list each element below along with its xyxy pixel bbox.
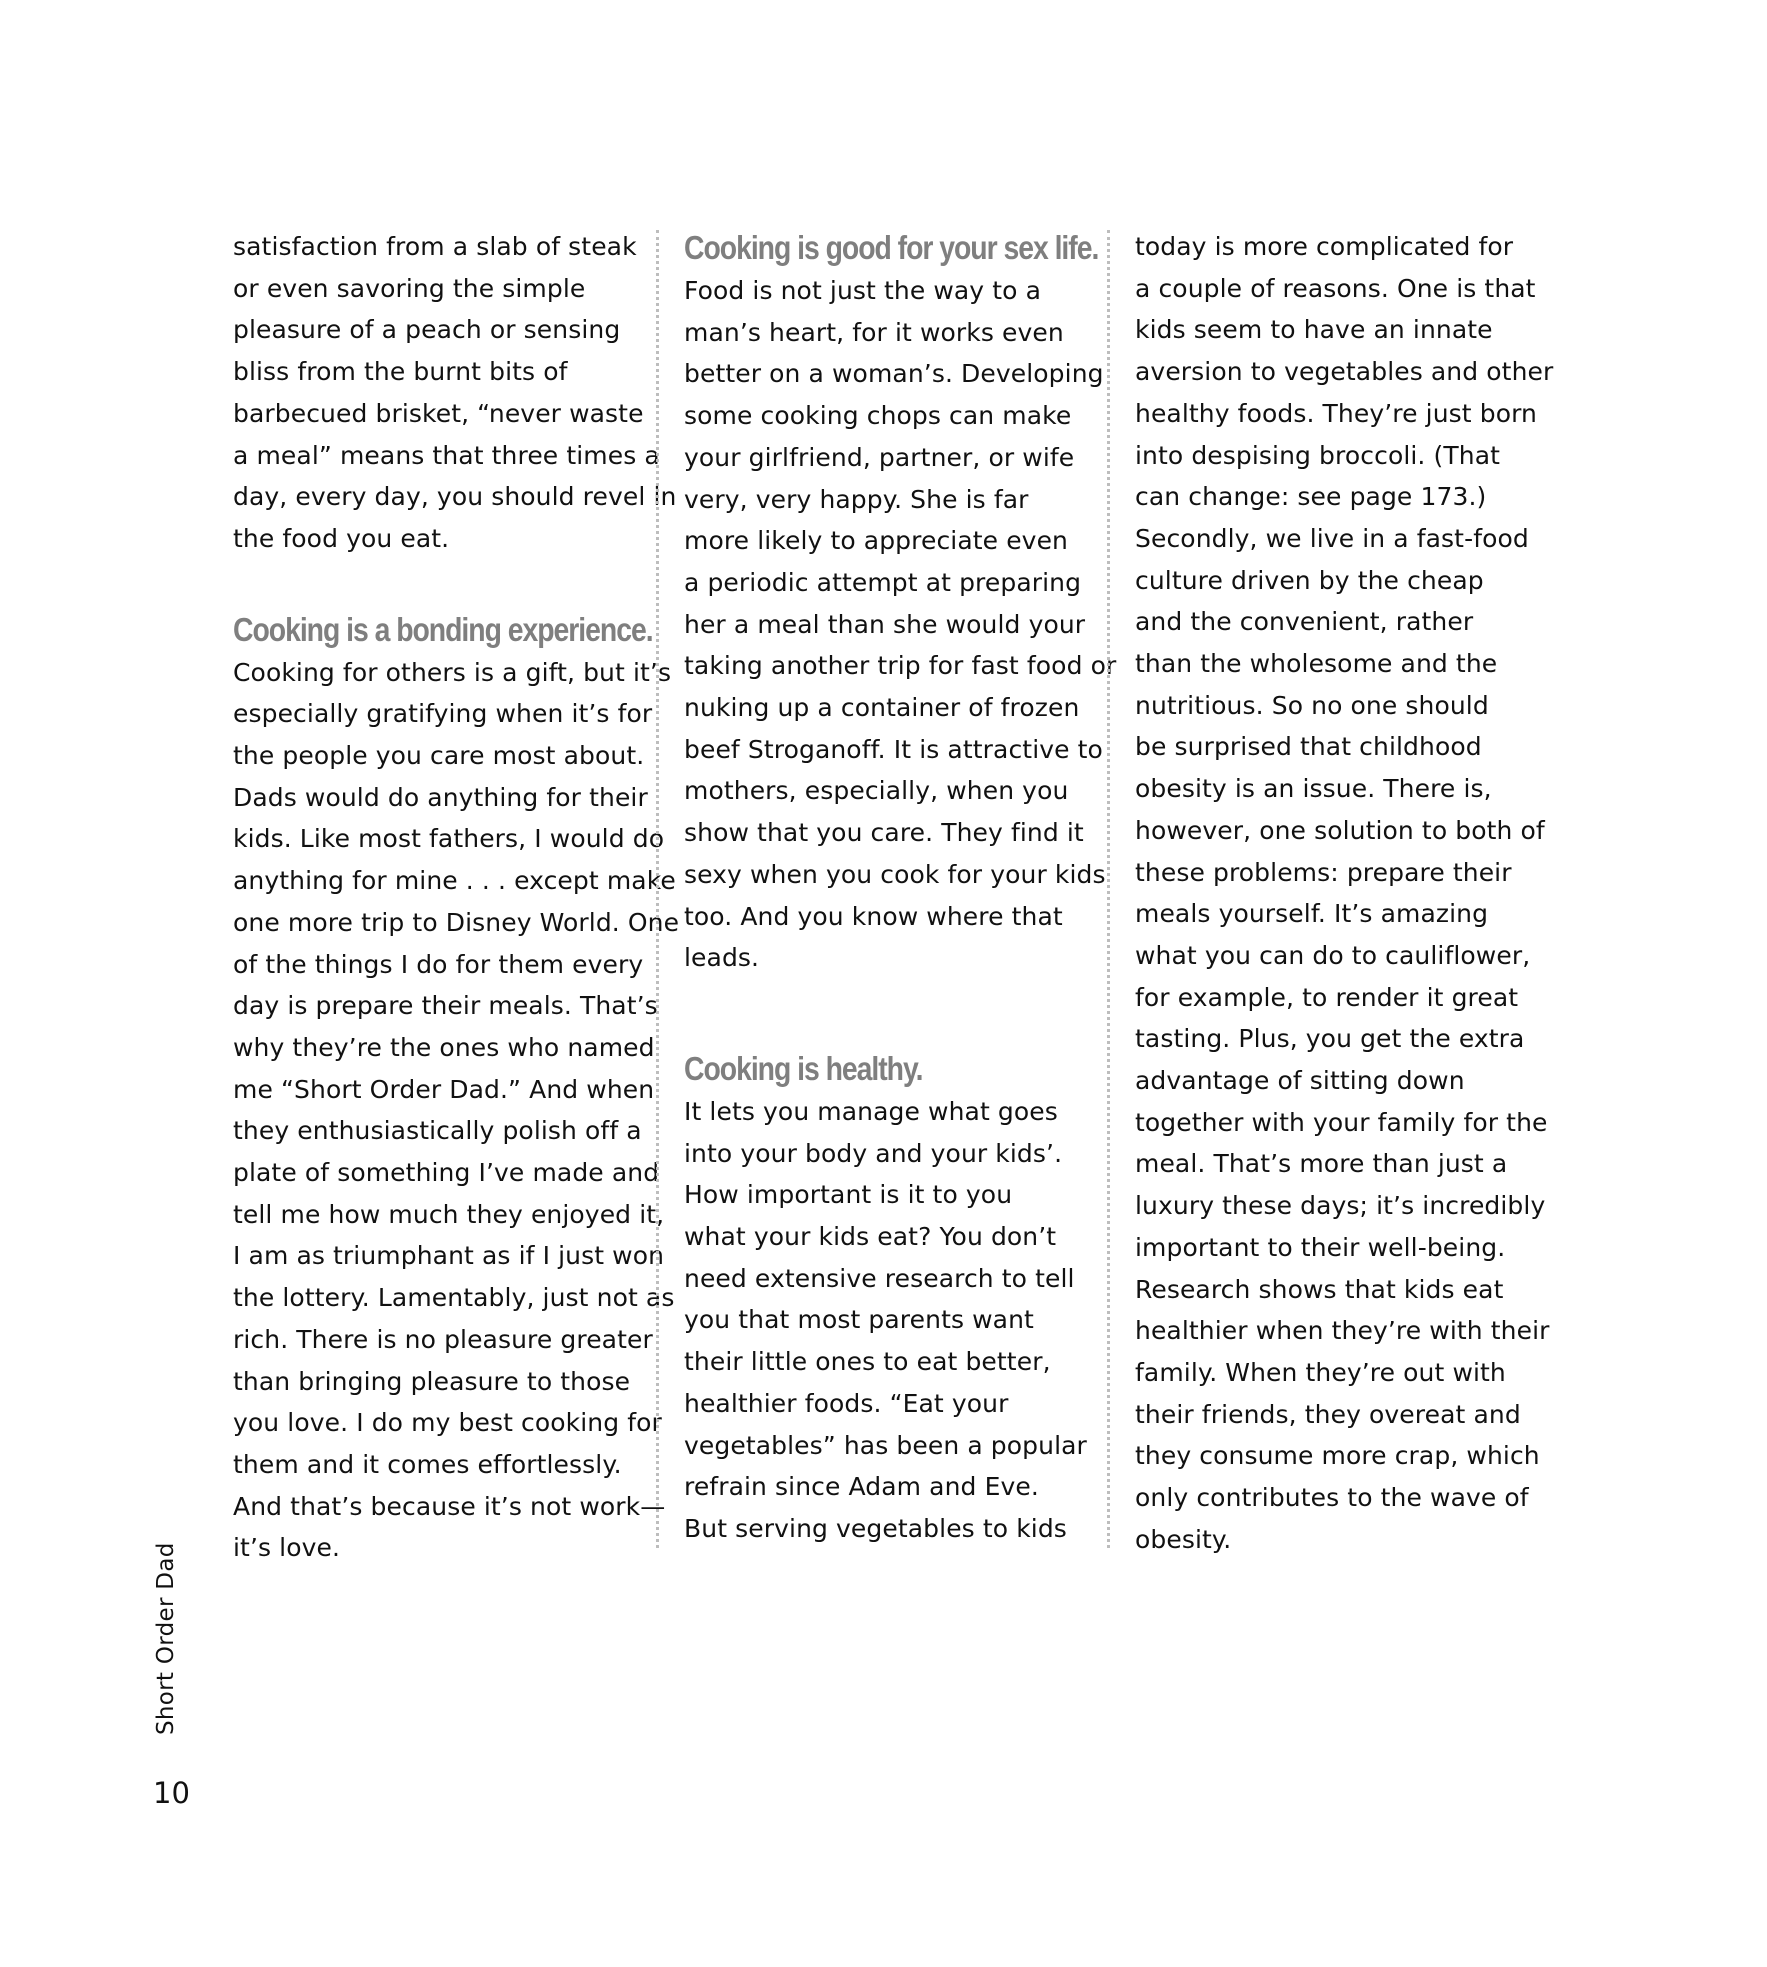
column-divider xyxy=(656,230,659,1548)
text-line: important to their well-being. xyxy=(1135,1232,1506,1262)
text-line: I am as triumphant as if I just won xyxy=(233,1241,665,1271)
text-line: what your kids eat? You don’t xyxy=(684,1222,1057,1252)
text-line: Dads would do anything for their xyxy=(233,782,648,812)
text-line: of the things I do for them every xyxy=(233,949,644,979)
text-line: me “Short Order Dad.” And when xyxy=(233,1074,655,1104)
column-3 xyxy=(1135,226,1554,1561)
text-line: It lets you manage what goes xyxy=(684,1096,1058,1126)
text-line: culture driven by the cheap xyxy=(1135,565,1484,595)
text-line: especially gratifying when it’s for xyxy=(233,699,653,729)
text-line: kids seem to have an innate xyxy=(1135,315,1493,345)
text-line: or even savoring the simple xyxy=(233,273,586,303)
text-line: How important is it to you xyxy=(684,1180,1013,1210)
text-line: her a meal than she would your xyxy=(684,609,1086,639)
text-line: than bringing pleasure to those xyxy=(233,1366,631,1396)
text-line: aversion to vegetables and other xyxy=(1135,357,1554,387)
text-line: nutritious. So no one should xyxy=(1135,690,1489,720)
section-heading-healthy: Cooking is healthy. xyxy=(684,1049,923,1087)
text-line: them and it comes effortlessly. xyxy=(233,1449,622,1479)
text-line: Research shows that kids eat xyxy=(1135,1274,1504,1304)
text-line: family. When they’re out with xyxy=(1135,1357,1506,1387)
text-line: day is prepare their meals. That’s xyxy=(233,991,658,1021)
text-line: than the wholesome and the xyxy=(1135,649,1498,679)
text-line: need extensive research to tell xyxy=(684,1263,1075,1293)
text-line: obesity is an issue. There is, xyxy=(1135,774,1492,804)
text-line: for example, to render it great xyxy=(1135,982,1519,1012)
section-heading-bonding: Cooking is a bonding experience. xyxy=(233,610,653,648)
text-line: the people you care most about. xyxy=(233,741,645,771)
text-line: can change: see page 173.) xyxy=(1135,482,1487,512)
text-line: satisfaction from a slab of steak xyxy=(233,232,637,261)
text-line: pleasure of a peach or sensing xyxy=(233,315,621,345)
continued-paragraph xyxy=(1135,226,1554,1561)
text-line: Secondly, we live in a fast-food xyxy=(1135,523,1529,553)
text-line: healthy foods. They’re just born xyxy=(1135,398,1537,428)
text-line: plate of something I’ve made and xyxy=(233,1158,660,1188)
text-line: more likely to appreciate even xyxy=(684,526,1069,556)
text-line: tasting. Plus, you get the extra xyxy=(1135,1024,1525,1054)
text-line: you that most parents want xyxy=(684,1305,1034,1335)
text-line: one more trip to Disney World. One xyxy=(233,907,680,937)
text-line: vegetables” has been a popular xyxy=(684,1430,1087,1460)
text-line: bliss from the burnt bits of xyxy=(233,357,568,387)
text-line: Food is not just the way to a xyxy=(684,276,1042,305)
text-line: anything for mine . . . except make xyxy=(233,866,676,896)
text-line: sexy when you cook for your kids xyxy=(684,859,1106,889)
text-line: a couple of reasons. One is that xyxy=(1135,273,1536,303)
text-line: into your body and your kids’. xyxy=(684,1138,1063,1168)
text-line: they enthusiastically polish off a xyxy=(233,1116,642,1146)
healthy-paragraph xyxy=(684,1091,1088,1550)
text-line: a periodic attempt at preparing xyxy=(684,567,1082,597)
text-line: tell me how much they enjoyed it, xyxy=(233,1199,665,1229)
text-line: your girlfriend, partner, or wife xyxy=(684,442,1075,472)
text-line: the lottery. Lamentably, just not as xyxy=(233,1283,675,1313)
text-line: kids. Like most fathers, I would do xyxy=(233,824,665,854)
text-line: But serving vegetables to kids xyxy=(684,1513,1067,1543)
sex-life-paragraph xyxy=(684,270,1117,979)
text-line: it’s love. xyxy=(233,1533,341,1563)
column-1 xyxy=(233,226,680,1569)
text-line: Cooking for others is a gift, but it’s xyxy=(233,657,672,687)
text-line: too. And you know where that xyxy=(684,901,1063,931)
column-2 xyxy=(684,226,1117,1550)
text-line: they consume more crap, which xyxy=(1135,1441,1540,1471)
text-line: meal. That’s more than just a xyxy=(1135,1149,1508,1179)
text-line: refrain since Adam and Eve. xyxy=(684,1472,1039,1502)
bonding-paragraph xyxy=(233,652,680,1569)
intro-paragraph xyxy=(233,226,677,560)
text-line: today is more complicated for xyxy=(1135,232,1514,261)
column-divider xyxy=(1107,230,1110,1548)
text-line: rich. There is no pleasure greater xyxy=(233,1324,653,1354)
text-line: obesity. xyxy=(1135,1524,1232,1554)
text-line: into despising broccoli. (That xyxy=(1135,440,1501,470)
text-line: the food you eat. xyxy=(233,523,450,553)
text-line: some cooking chops can make xyxy=(684,401,1072,431)
text-line: show that you care. They find it xyxy=(684,818,1084,848)
section-heading-sex-life: Cooking is good for your sex life. xyxy=(684,229,1099,266)
text-line: their little ones to eat better, xyxy=(684,1347,1051,1377)
running-title: Short Order Dad xyxy=(153,1542,179,1735)
text-line: barbecued brisket, “never waste xyxy=(233,398,644,428)
text-line: And that’s because it’s not work— xyxy=(233,1491,666,1521)
text-line: beef Stroganoff. It is attractive to xyxy=(684,734,1103,764)
text-line: man’s heart, for it works even xyxy=(684,317,1064,347)
text-line: you love. I do my best cooking for xyxy=(233,1408,662,1438)
text-line: what you can do to cauliflower, xyxy=(1135,940,1531,970)
text-line: healthier when they’re with their xyxy=(1135,1316,1550,1346)
text-line: luxury these days; it’s incredibly xyxy=(1135,1191,1546,1221)
text-line: their friends, they overeat and xyxy=(1135,1399,1521,1429)
text-line: healthier foods. “Eat your xyxy=(684,1388,1009,1418)
text-line: advantage of sitting down xyxy=(1135,1066,1465,1096)
text-line: a meal” means that three times a xyxy=(233,440,660,470)
text-line: nuking up a container of frozen xyxy=(684,693,1080,723)
text-line: mothers, especially, when you xyxy=(684,776,1069,806)
text-line: together with your family for the xyxy=(1135,1107,1548,1137)
text-line: meals yourself. It’s amazing xyxy=(1135,899,1489,929)
text-line: only contributes to the wave of xyxy=(1135,1483,1529,1513)
text-line: however, one solution to both of xyxy=(1135,815,1545,845)
text-line: and the convenient, rather xyxy=(1135,607,1474,637)
text-line: better on a woman’s. Developing xyxy=(684,359,1104,389)
page-number: 10 xyxy=(153,1776,190,1810)
text-line: these problems: prepare their xyxy=(1135,857,1512,887)
text-line: very, very happy. She is far xyxy=(684,484,1029,514)
text-line: taking another trip for fast food or xyxy=(684,651,1117,681)
text-line: day, every day, you should revel in xyxy=(233,482,677,512)
text-line: why they’re the ones who named xyxy=(233,1032,655,1062)
text-line: be surprised that childhood xyxy=(1135,732,1482,762)
text-line: leads. xyxy=(684,943,760,973)
